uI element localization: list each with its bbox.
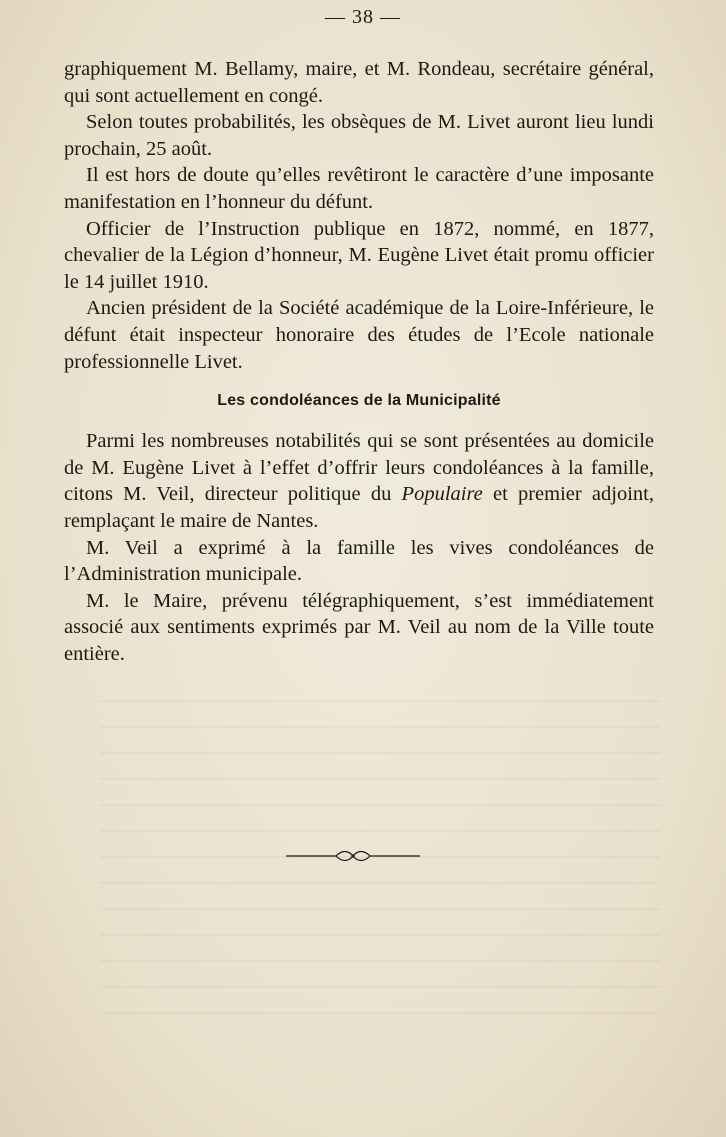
paragraph-manifestation: Il est hors de doute qu’elles revêtiront le caractère d’une imposante manifestation en l’honneur du défunt. <box>64 164 654 213</box>
paragraph-condoleances: M. Veil a exprimé à la famille les vives condoléances de l’Administration municipale. <box>64 536 654 586</box>
paragraph-notabilites <box>64 428 654 534</box>
page-number: — 38 — <box>325 6 401 28</box>
reverse-side-bleed-through <box>100 700 660 1030</box>
section-heading: Les condoléances de la Municipalité <box>217 392 501 410</box>
paragraph-maire: M. le Maire, prévenu télégraphiquement, s’est immédiatement associé aux sentiments exprimés par M. Veil au nom de la Ville toute entière. <box>64 589 654 665</box>
ornament-divider <box>286 848 420 864</box>
newspaper-title: Populaire <box>401 483 483 506</box>
paragraph-notabilites-start: Parmi les nombreuses notabilités qui se sont présentées au domicile de M. Eugène Livet à l’effet d’offrir leurs condoléances à la famille, citons M. Veil, directeur politique du <box>64 430 654 506</box>
paragraph-notabilites-end: et premier adjoint, remplaçant le maire de Nantes. <box>64 483 654 532</box>
body-text <box>64 56 654 667</box>
paragraph-distinctions: Officier de l’Instruction publique en 1872, nommé, en 1877, chevalier de la Légion d’honneur, M. Eugène Livet était promu officier le 14 juillet 1910. <box>64 217 654 293</box>
paragraph-continuation: graphiquement M. Bellamy, maire, et M. Rondeau, secrétaire général, qui sont actuellement en congé. <box>64 58 654 107</box>
paragraph-obseques: Selon toutes probabilités, les obsèques de M. Livet auront lieu lundi prochain, 25 août. <box>64 111 654 160</box>
paragraph-societe-academique: Ancien président de la Société académique de la Loire-Inférieure, le défunt était inspecteur honoraire des études de l’Ecole nationale professionnelle Livet. <box>64 297 654 373</box>
